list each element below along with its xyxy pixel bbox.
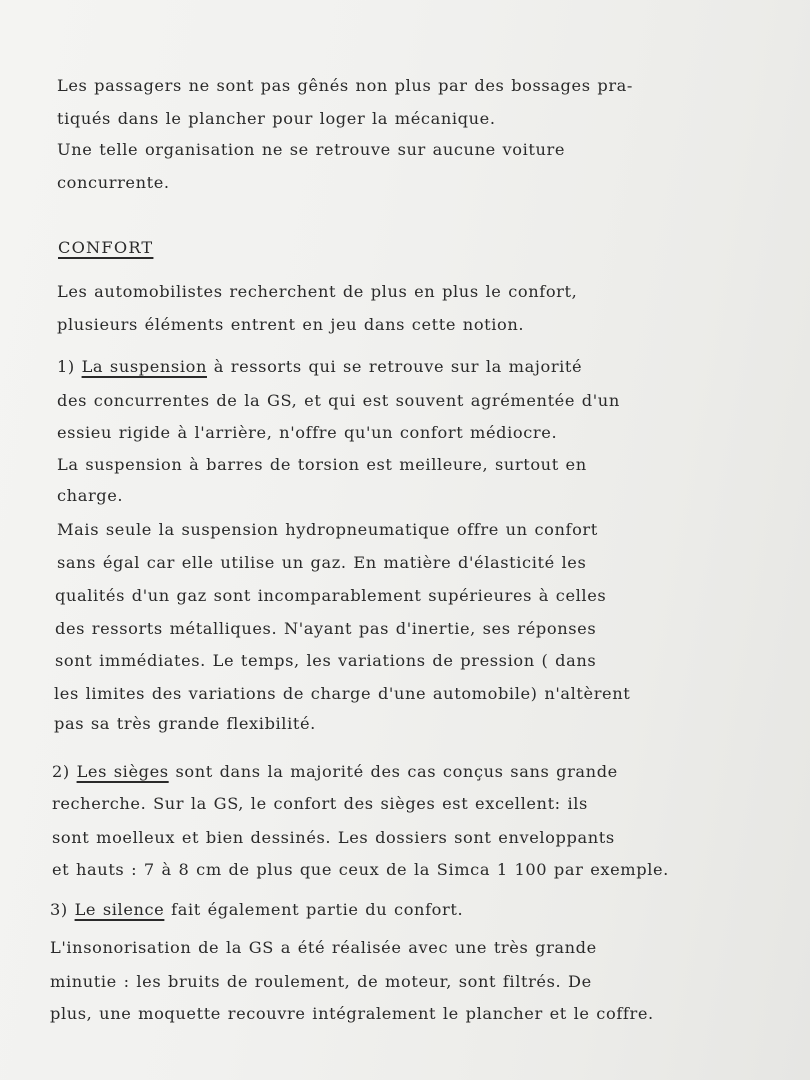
item-line: essieu rigide à l'arrière, n'offre qu'un confort médiocre.: [57, 423, 558, 442]
item-line: L'insonorisation de la GS a été réalisée avec une très grande: [50, 938, 597, 957]
item-number: 2): [52, 762, 70, 781]
item-title: La suspension: [81, 357, 207, 376]
item-3-first-line: [50, 900, 463, 920]
item-2-first-line: [52, 762, 618, 782]
item-line: sans égal car elle utilise un gaz. En matière d'élasticité les: [57, 553, 587, 572]
section-intro-line: plusieurs éléments entrent en jeu dans cette notion.: [57, 315, 525, 334]
item-line: minutie : les bruits de roulement, de moteur, sont filtrés. De: [50, 972, 592, 991]
intro-line: Une telle organisation ne se retrouve sur aucune voiture: [57, 140, 566, 159]
item-number: 1): [57, 357, 75, 376]
item-line: sont immédiates. Le temps, les variations de pression ( dans: [55, 651, 597, 670]
item-1-first-line: [57, 357, 582, 377]
intro-line: tiqués dans le plancher pour loger la mécanique.: [57, 109, 496, 128]
item-text: à ressorts qui se retrouve sur la majorité: [213, 357, 583, 376]
item-line: les limites des variations de charge d'une automobile) n'altèrent: [54, 684, 631, 703]
section-heading: CONFORT: [58, 238, 154, 257]
item-line: Mais seule la suspension hydropneumatique offre un confort: [57, 520, 598, 539]
item-line: sont moelleux et bien dessinés. Les dossiers sont enveloppants: [52, 828, 615, 847]
item-line: pas sa très grande flexibilité.: [54, 714, 316, 733]
item-text: sont dans la majorité des cas conçus sans grande: [175, 762, 618, 781]
item-title: Le silence: [74, 900, 165, 919]
item-line: qualités d'un gaz sont incomparablement supérieures à celles: [55, 586, 607, 605]
section-intro-line: Les automobilistes recherchent de plus en plus le confort,: [57, 282, 578, 301]
item-line: charge.: [57, 486, 124, 505]
item-text: fait également partie du confort.: [171, 900, 464, 919]
item-line: La suspension à barres de torsion est meilleure, surtout en: [57, 455, 587, 474]
item-line: des ressorts métalliques. N'ayant pas d'inertie, ses réponses: [55, 619, 597, 638]
intro-line: concurrente.: [57, 173, 170, 192]
item-line: des concurrentes de la GS, et qui est souvent agrémentée d'un: [57, 391, 620, 410]
item-line: recherche. Sur la GS, le confort des sièges est excellent: ils: [52, 794, 588, 813]
item-line: et hauts : 7 à 8 cm de plus que ceux de la Simca 1 100 par exemple.: [52, 860, 669, 879]
item-line: plus, une moquette recouvre intégralement le plancher et le coffre.: [50, 1004, 654, 1023]
intro-line: Les passagers ne sont pas gênés non plus par des bossages pra-: [57, 76, 633, 95]
item-number: 3): [50, 900, 68, 919]
item-title: Les sièges: [76, 762, 169, 781]
